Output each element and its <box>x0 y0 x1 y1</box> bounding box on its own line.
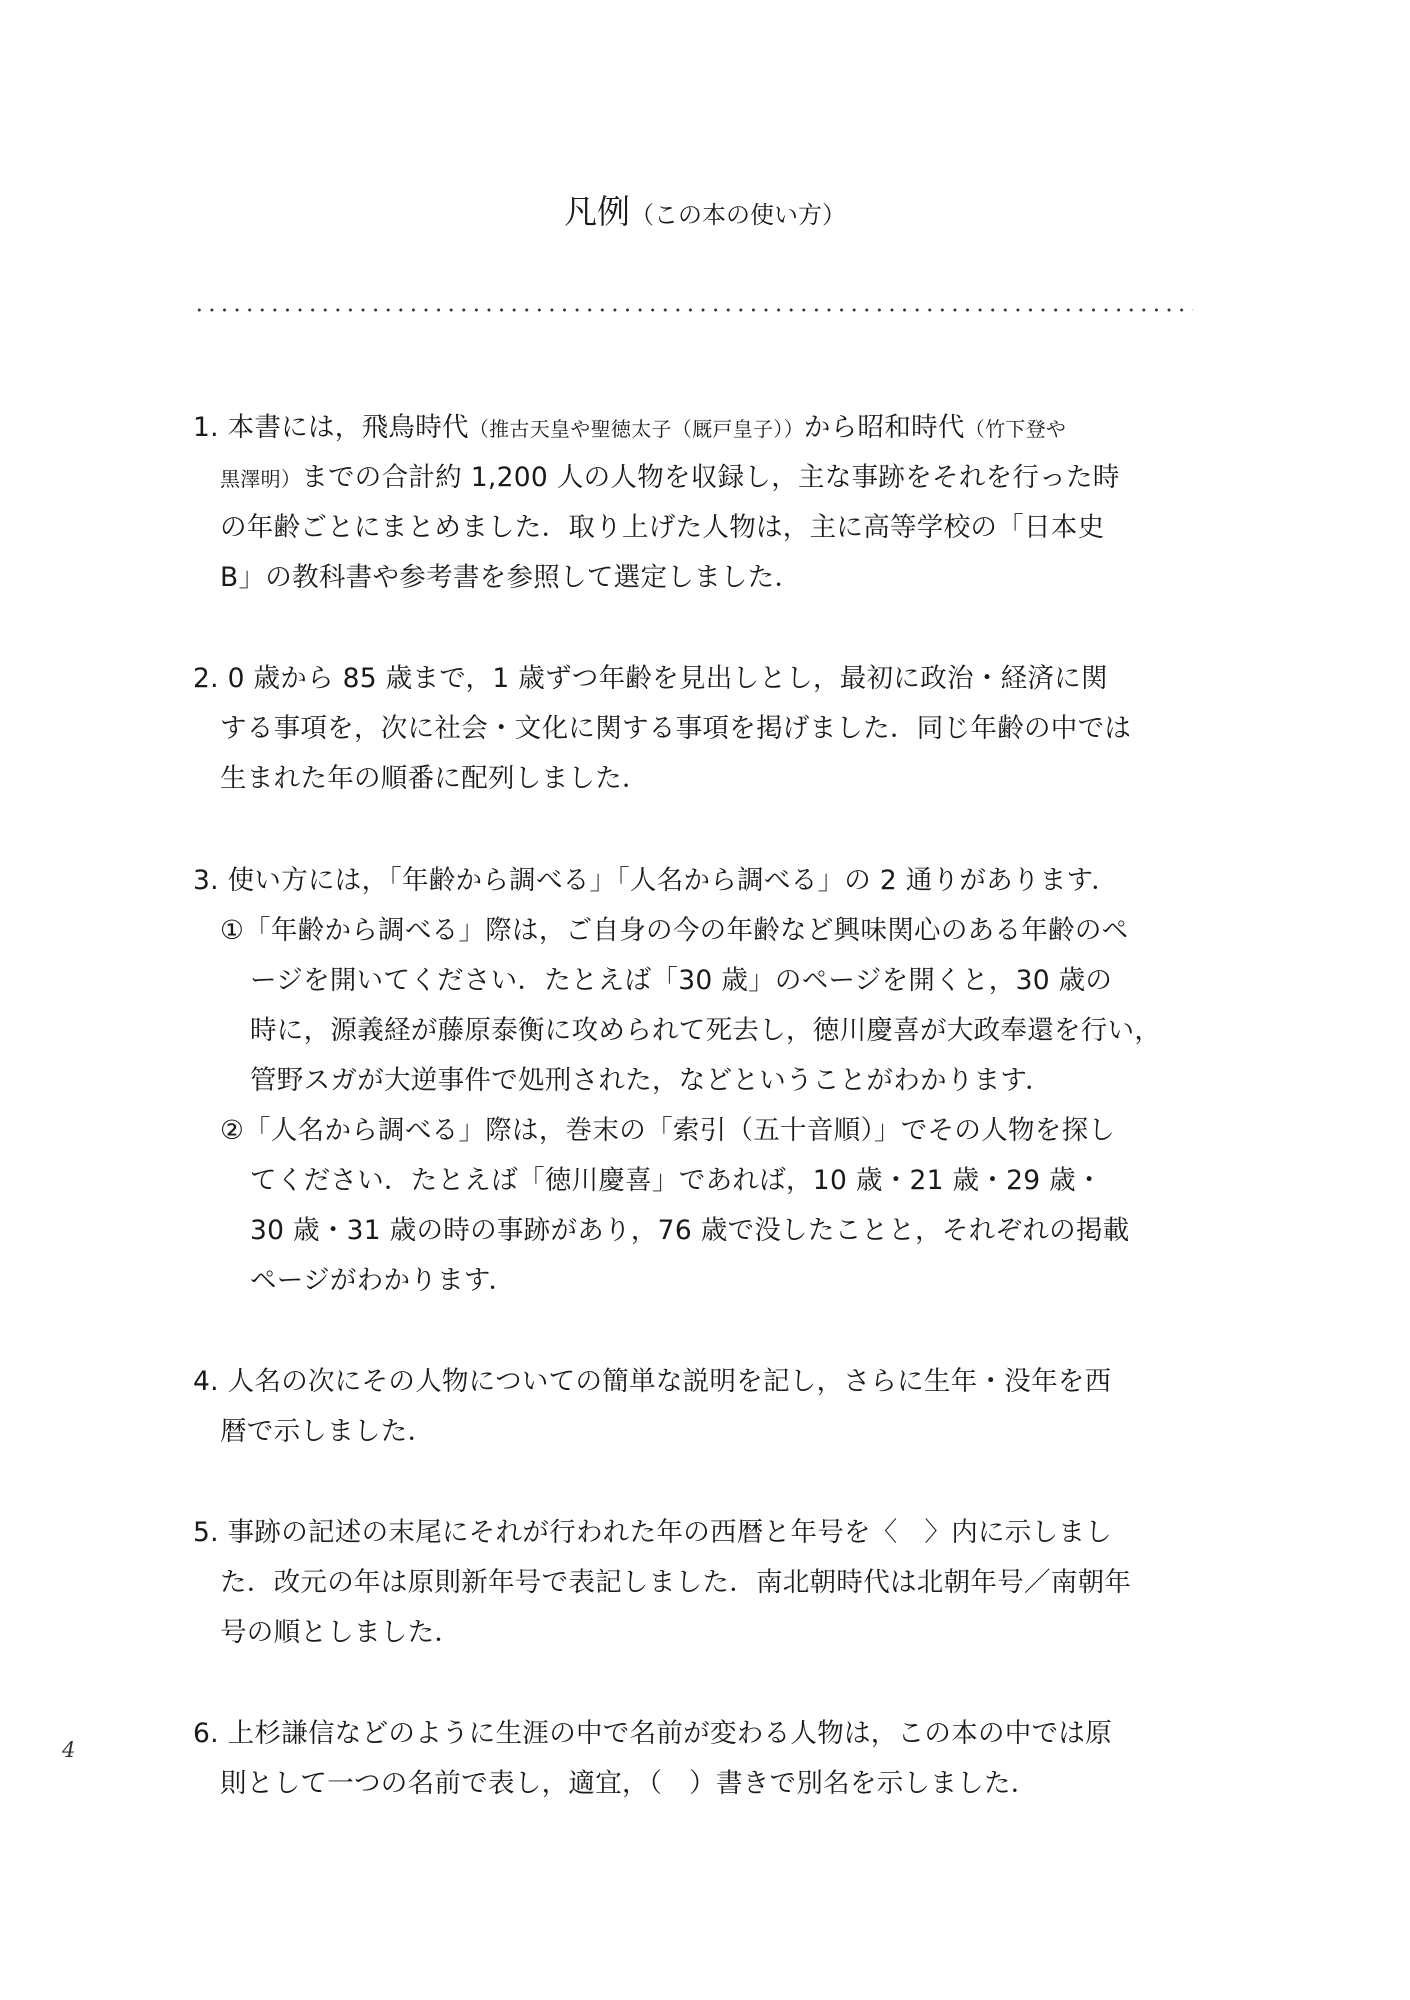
title-subtitle: （この本の使い方） <box>630 201 846 229</box>
item-5-line-3: 号の順としました． <box>220 1617 462 1648</box>
item-1-note-b: （竹下登や <box>964 417 1067 441</box>
item-1-note-c: 黒澤明） <box>220 467 302 491</box>
item-1-line-4: B」の教科書や参考書を参照して選定しました． <box>220 562 802 593</box>
item-6-line-2: 則として一つの名前で表し，適宜，（ ）書きで別名を示しました． <box>220 1768 1038 1799</box>
item-1-line-1 <box>193 408 1066 449</box>
item-1-line-3: の年齢ごとにまとめました．取り上げた人物は，主に高等学校の「日本史 <box>220 512 1105 543</box>
item-4-line-1: 4. 人名の次にその人物についての簡単な説明を記し，さらに生年・没年を西 <box>193 1366 1112 1397</box>
item-3-line-2: ①「年齢から調べる」際は，ご自身の今の年齢など興味関心のある年齢のペ <box>220 915 1129 946</box>
item-2-line-2: する事項を，次に社会・文化に関する事項を掲げました．同じ年齢の中では <box>220 713 1132 744</box>
item-3-line-9: ページがわかります． <box>250 1265 516 1296</box>
item-1-text-a: 1. 本書には，飛鳥時代 <box>193 412 469 443</box>
item-5-line-1: 5. 事跡の記述の末尾にそれが行われた年の西暦と年号を〈 〉内に示しまし <box>193 1517 1113 1548</box>
item-1-text-b: から昭和時代 <box>803 412 965 443</box>
item-3-line-4: 時に，源義経が藤原泰衡に攻められて死去し，徳川慶喜が大政奉還を行い， <box>250 1015 1162 1046</box>
item-1-text-c: までの合計約 1,200 人の人物を収録し，主な事跡をそれを行った時 <box>301 462 1120 493</box>
item-1-note-a: （推古天皇や聖徳太子（厩戸皇子）） <box>468 417 804 441</box>
item-3-line-1: 3. 使い方には，「年齢から調べる」「人名から調べる」の 2 通りがあります． <box>193 865 1118 896</box>
dotted-divider <box>193 305 1193 315</box>
item-3-line-3: ージを開いてください．たとえば「30 歳」のページを開くと，30 歳の <box>250 965 1113 996</box>
item-4-line-2: 暦で示しました． <box>220 1416 435 1447</box>
item-2-line-3: 生まれた年の順番に配列しました． <box>220 763 649 794</box>
item-3-line-7: てください．たとえば「徳川慶喜」であれば，10 歳・21 歳・29 歳・ <box>250 1165 1103 1196</box>
page-title <box>0 186 1410 233</box>
item-2-line-1: 2. 0 歳から 85 歳まで，1 歳ずつ年齢を見出しとし，最初に政治・経済に関 <box>193 663 1108 694</box>
item-1-line-2 <box>220 458 1120 499</box>
item-3-line-6: ②「人名から調べる」際は，巻末の「索引（五十音順）」でその人物を探し <box>220 1115 1116 1146</box>
page-number: 4 <box>62 1738 76 1762</box>
item-5-line-2: た．改元の年は原則新年号で表記しました．南北朝時代は北朝年号／南朝年 <box>220 1567 1132 1598</box>
item-6-line-1: 6. 上杉謙信などのように生涯の中で名前が変わる人物は，この本の中では原 <box>193 1718 1113 1749</box>
title-main: 凡例 <box>564 192 630 231</box>
item-3-line-8: 30 歳・31 歳の時の事跡があり，76 歳で没したことと，それぞれの掲載 <box>250 1215 1130 1246</box>
item-3-line-5: 管野スガが大逆事件で処刑された，などということがわかります． <box>250 1065 1052 1096</box>
